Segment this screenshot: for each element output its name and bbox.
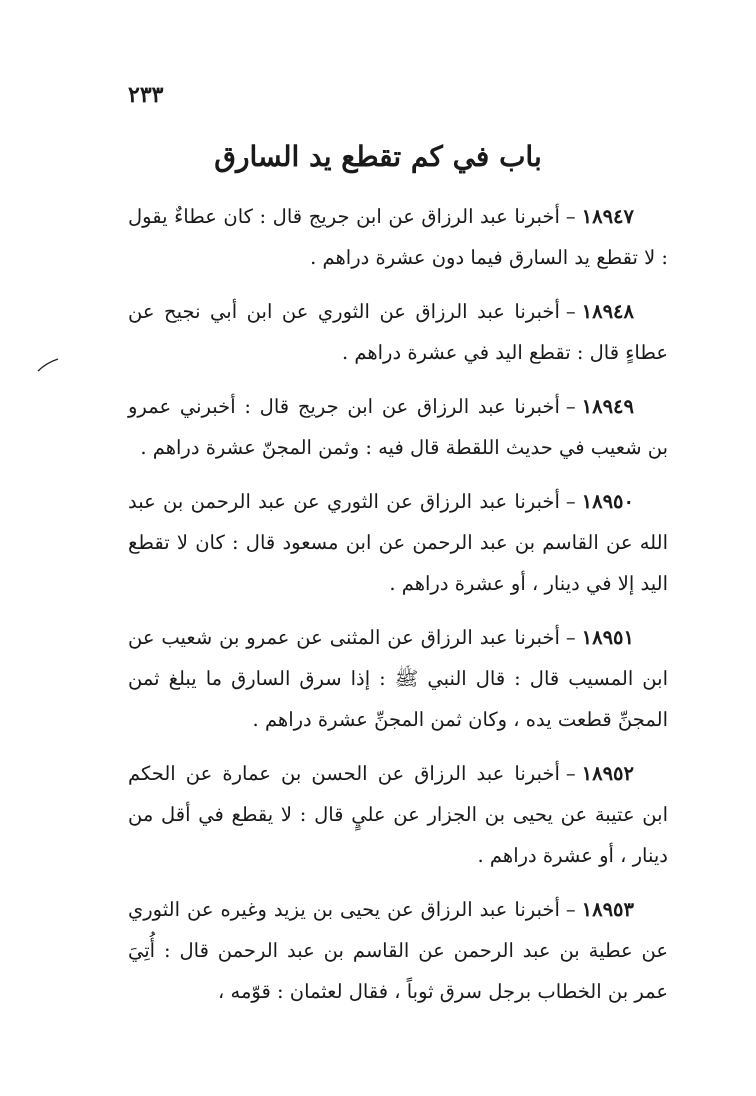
separator: –: [565, 762, 576, 785]
hadith-entry: [128, 291, 668, 373]
hadith-text: أخبرنا عبد الرزاق عن الحسن بن عمارة عن الحكم ابن عتيبة عن يحيى بن الجزار عن عليٍ قال : لا يقطع في أقل من دينار ، أو عشرة دراهم .: [128, 762, 668, 867]
margin-pen-mark-icon: [36, 358, 60, 372]
hadith-entry: [128, 753, 668, 876]
hadith-entry: [128, 196, 668, 278]
chapter-title: باب في كم تقطع يد السارق: [214, 140, 542, 173]
page-number: ٢٣٣: [128, 82, 164, 108]
separator: –: [565, 395, 576, 418]
hadith-text: أخبرنا عبد الرزاق عن المثنى عن عمرو بن شعيب عن ابن المسيب قال : قال النبي ﷺ : إذا سرق السارق ما يبلغ ثمن المجنِّ قطعت يده ، وكان ثمن المجنِّ عشرة دراهم .: [128, 626, 668, 731]
separator: –: [565, 205, 576, 228]
hadith-text: أخبرنا عبد الرزاق عن ابن جريج قال : أخبرني عمرو بن شعيب في حديث اللقطة قال فيه : وثمن المجنّ عشرة دراهم .: [128, 395, 668, 459]
hadith-number: ١٨٩٥٢: [581, 762, 634, 785]
hadith-number: ١٨٩٥٣: [581, 898, 634, 921]
separator: –: [565, 626, 576, 649]
hadith-text: أخبرنا عبد الرزاق عن يحيى بن يزيد وغيره عن الثوري عن عطية بن عبد الرحمن عن القاسم بن عبد الرحمن قال : أُتِيَ عمر بن الخطاب برجل سرق ثوباً ، فقال لعثمان : قوّمه ،: [128, 898, 668, 1003]
hadith-entry: [128, 481, 668, 604]
hadith-entry: [128, 617, 668, 740]
hadith-number: ١٨٩٤٧: [581, 205, 634, 228]
hadith-text: أخبرنا عبد الرزاق عن الثوري عن عبد الرحمن بن عبد الله عن القاسم بن عبد الرحمن عن ابن مسعود قال : كان لا تقطع اليد إلا في دينار ، أو عشرة دراهم .: [128, 490, 668, 595]
hadith-number: ١٨٩٤٩: [581, 395, 634, 418]
hadith-text: أخبرنا عبد الرزاق عن الثوري عن ابن أبي نجيح عن عطاءٍ قال : تقطع اليد في عشرة دراهم .: [128, 300, 668, 364]
separator: –: [565, 490, 576, 513]
separator: –: [565, 898, 576, 921]
separator: –: [565, 300, 576, 323]
hadith-number: ١٨٩٥١: [581, 626, 634, 649]
hadith-text: أخبرنا عبد الرزاق عن ابن جريج قال : كان عطاءٌ يقول : لا تقطع يد السارق فيما دون عشرة دراهم .: [128, 205, 668, 269]
hadith-list: [128, 196, 668, 1025]
hadith-entry: [128, 889, 668, 1012]
hadith-entry: [128, 386, 668, 468]
hadith-number: ١٨٩٥٠: [581, 490, 634, 513]
hadith-number: ١٨٩٤٨: [581, 300, 634, 323]
